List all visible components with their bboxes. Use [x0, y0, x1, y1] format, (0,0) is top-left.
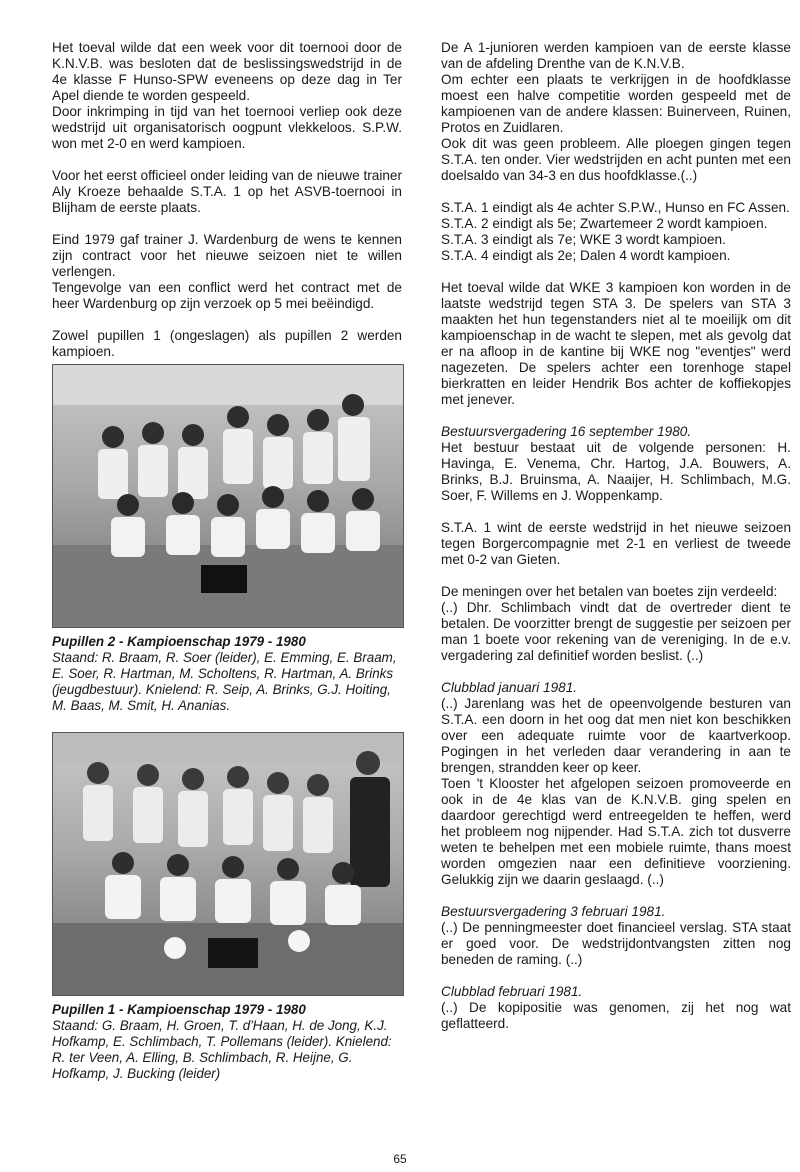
- paragraph: De meningen over het betalen van boetes zijn verdeeld:: [441, 584, 778, 599]
- result-line: S.T.A. 1 eindigt als 4e achter S.P.W., Hunso en FC Assen.: [441, 200, 790, 215]
- team-photo-pupillen-2: [52, 364, 404, 628]
- team-photo-illustration: [53, 733, 403, 995]
- paragraph: (..) De kopipositie was genomen, zij het nog wat geflatteerd.: [441, 1000, 791, 1031]
- paragraph: (..) De penningmeester doet financieel verslag. STA staat er goed voor. De wedstrijdontvangsten zitten nog beneden de raming. (..): [441, 920, 791, 967]
- paragraph: Toen 't Klooster het afgelopen seizoen promoveerde en ook in de 4e klas van de K.N.V.B. ging spelen en daardoor gerechtigd werd entreegelden te heffen, werd het probleem nog nijpender. Had S.T.A. zich tot dusverre weten te behelpen met een mobiele ruimte, thans moest worden omgezien naar een definitieve voorziening. Gelukkig zijn we daarin geslaagd. (..): [441, 776, 791, 887]
- result-line: S.T.A. 2 eindigt als 5e; Zwartemeer 2 wordt kampioen.: [441, 216, 768, 231]
- paragraph: Tengevolge van een conflict werd het contract met de heer Wardenburg op zijn verzoek op 5 mei beëindigd.: [52, 280, 402, 311]
- left-column: [52, 40, 402, 1098]
- paragraph: Het toeval wilde dat een week voor dit toernooi door de K.N.V.B. was besloten dat de beslissingswedstrijd in de 4e klasse F Hunso-SPW eveneens op deze dag in Ter Apel diende te worden gespeeld.: [52, 40, 402, 103]
- section-heading: Bestuursvergadering 3 februari 1981.: [441, 904, 666, 919]
- paragraph: Het toeval wilde dat WKE 3 kampioen kon worden in de laatste wedstrijd tegen STA 3. De spelers van STA 3 maakten het hun tegenstanders niet al te moeilijk om dit kampioenschap in de wacht te slepen, met als gevolg dat er na afloop in de kantine bij WKE nog "eventjes" werd nagezeten. De spelers achter een torenhoge stapel bierkratten en leider Hendrik Bos achter de koffiekopjes met jenever.: [441, 280, 791, 407]
- paragraph: (..) Dhr. Schlimbach vindt dat de overtreder dient te betalen. De voorzitter brengt de suggestie per seizoen per man 1 boete voor rekening van de vereniging. In de e.v. vergadering zal definitief worden beslist. (..): [441, 600, 791, 663]
- paragraph: Eind 1979 gaf trainer J. Wardenburg de wens te kennen zijn contract voor het nieuwe seizoen niet te willen verlengen.: [52, 232, 402, 279]
- page-number: 65: [393, 1152, 407, 1166]
- photo-caption: [52, 1002, 402, 1082]
- paragraph: Voor het eerst officieel onder leiding van de nieuwe trainer Aly Kroeze behaalde S.T.A. 1 op het ASVB-toernooi in Blijham de eerste plaats.: [52, 168, 402, 215]
- paragraph: S.T.A. 1 wint de eerste wedstrijd in het nieuwe seizoen tegen Borgercompagnie met 2-1 en verliest de tweede met 0-2 van Gieten.: [441, 520, 791, 567]
- caption-title: Pupillen 2 - Kampioenschap 1979 - 1980: [52, 634, 306, 649]
- section-heading: Clubblad januari 1981.: [441, 680, 578, 695]
- paragraph: De A 1-junioren werden kampioen van de eerste klasse van de afdeling Drenthe van de K.N.V.B.: [441, 40, 791, 71]
- result-line: S.T.A. 3 eindigt als 7e; WKE 3 wordt kampioen.: [441, 232, 726, 247]
- caption-text: Staand: G. Braam, H. Groen, T. d'Haan, H. de Jong, K.J. Hofkamp, E. Schlimbach, T. Pollemans (leider). Knielend: R. ter Veen, A. Elling, B. Schlimbach, R. Heijne, G. Hofkamp, J. Bucking (leider): [52, 1018, 392, 1081]
- photo-caption: [52, 634, 402, 714]
- team-photo-illustration: [53, 365, 403, 627]
- paragraph: Om echter een plaats te verkrijgen in de hoofdklasse moest een halve competitie worden gespeeld met de kampioenen van de andere klassen: Buinerveen, Ruinen, Protos en Zuidlaren.: [441, 72, 791, 135]
- paragraph: (..) Jarenlang was het de opeenvolgende besturen van S.T.A. een doorn in het oog dat men niet kon beschikken over een adequate ruimte voor de kaartverkoop. Pogingen in het verleden daar verandering in aan te brengen, strandden keer op keer.: [441, 696, 791, 775]
- paragraph: Het bestuur bestaat uit de volgende personen: H. Havinga, E. Venema, Chr. Hartog, J.A. Bouwers, A. Brinks, B.J. Bruinsma, A. Naaijer, H. Schlimbach, M.G. Soer, F. Willems en J. Woppenkamp.: [441, 440, 791, 503]
- caption-text: Staand: R. Braam, R. Soer (leider), E. Emming, E. Braam, E. Soer, R. Hartman, M. Scholtens, R. Hartman, A. Brinks (jeugdbestuur). Knielend: R. Seip, A. Brinks, G.J. Hoiting, M. Baas, M. Smit, H. Ananias.: [52, 650, 397, 713]
- section-heading: Bestuursvergadering 16 september 1980.: [441, 424, 692, 439]
- section-heading: Clubblad februari 1981.: [441, 984, 583, 999]
- team-photo-pupillen-1: [52, 732, 404, 996]
- paragraph: Door inkrimping in tijd van het toernooi verliep ook deze wedstrijd uit organisatorisch oogpunt vlekkeloos. S.P.W. won met 2-0 en werd kampioen.: [52, 104, 402, 151]
- paragraph: Ook dit was geen probleem. Alle ploegen gingen tegen S.T.A. ten onder. Vier wedstrijden en acht punten met een doelsaldo van 34-3 en dus hoofdklasse.(..): [441, 136, 791, 183]
- result-line: S.T.A. 4 eindigt als 2e; Dalen 4 wordt kampioen.: [441, 248, 731, 263]
- paragraph: Zowel pupillen 1 (ongeslagen) als pupillen 2 werden kampioen.: [52, 328, 402, 359]
- right-column: [441, 40, 791, 1048]
- caption-title: Pupillen 1 - Kampioenschap 1979 - 1980: [52, 1002, 306, 1017]
